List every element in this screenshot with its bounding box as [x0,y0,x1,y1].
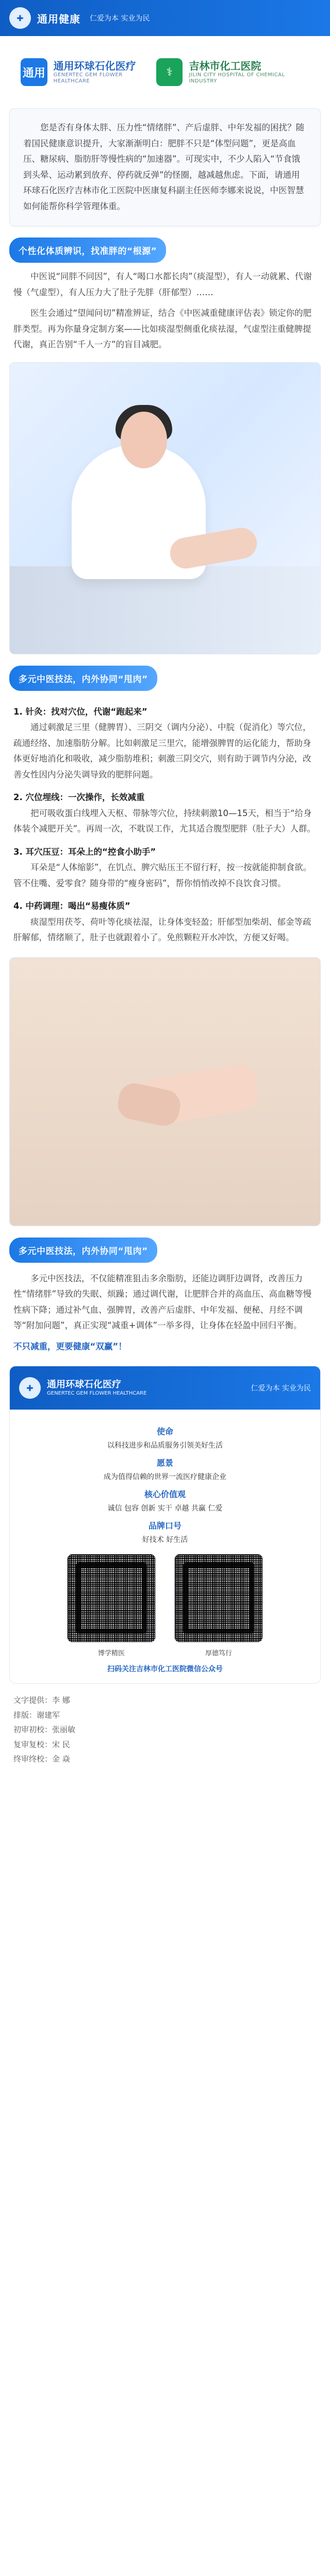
credits [0,1684,330,1780]
left-brand-en: GENERTEC GEM FLOWER HEALTHCARE [53,72,123,84]
method-title-3: 3. 耳穴压豆：耳朵上的“控食小助手” [13,846,156,857]
section3-title: 多元中医技法，内外协同“甩肉” [9,1238,157,1263]
method-body-3: 耳朵是“人体缩影”，在饥点、脾穴贴压王不留行籽，按一按就能抑制食欲。管不住嘴、爱零食？随身带的“瘦身密码”，帮你悄悄改掉不良饮食习惯。 [13,862,312,888]
footer-slogan: 仁爱为本 实业为民 [251,1384,311,1393]
credit-line-3: 初审初校：张丽敏 [13,1725,76,1735]
doctor-head [121,412,167,468]
qr-left [67,1554,156,1657]
vision-text: 成为值得信赖的世界一流医疗健康企业 [104,1473,226,1482]
footer-brand-en: GENERTEC GEM FLOWER HEALTHCARE [47,1391,147,1397]
left-brand-icon: 通用 [21,58,47,86]
qr-right-caption: 厚德笃行 [205,1650,232,1658]
footer-brand-cn: 通用环球石化医疗 [47,1379,121,1390]
method-body-4: 痰湿型用茯苓、荷叶等化痰祛湿，让身体变轻盈；肝郁型加柴胡、郁金等疏肝解郁，情绪顺了，肚子也就跟着小了。免煎颗粒开水冲饮，方便又好喝。 [13,917,311,943]
section2-title: 多元中医技法，内外协同“甩肉” [9,666,157,691]
qr-code-left[interactable] [67,1554,156,1642]
method-list [0,704,330,946]
credit-line-5: 终审终校：金 焱 [13,1754,70,1764]
left-brand-cn: 通用环球石化医疗 [53,60,136,72]
vision-label: 愿景 [156,1458,173,1468]
footer-card [9,1366,321,1684]
values-label: 核心价值观 [144,1489,186,1500]
motto-text: 好技术 好生活 [142,1536,188,1545]
banner-slogan: 仁爱为本 实业为民 [90,14,150,23]
footer-logo-icon: ✚ [19,1377,41,1399]
right-brand-icon: ⚕ [156,58,183,86]
credit-line-2: 排版：谢建军 [13,1710,60,1720]
massage-photo [9,957,321,1226]
method-body-1: 通过刺激足三里（健脾胃）、三阴交（调内分泌）、中脘（促消化）等穴位，疏通经络、加速脂肪分解。比如刺激足三里穴，能增强脾胃的运化能力，帮助身体更好地消化和吸收，减少脂肪堆积；刺激三阴交穴，则有助于调节内分泌，改善女性因内分泌失调导致的肥胖问题。 [13,722,311,779]
qr-code-right[interactable] [174,1554,263,1642]
qr-row [19,1554,311,1657]
section3-text: 多元中医技法，不仅能精准狙击多余脂肪，还能边调肝边调肾，改善压力性“情绪胖”导致的失眠、烦躁；通过调代谢，让肥胖合并的高血压、高血糖等慢性病下降；通过补气血、强脾胃，改善产后虚胖、中年发福、便秘、月经不调等“附加问题”，真正实现“减重+调体”一举多得，让身体在轻盈中回归平衡。 [13,1273,312,1331]
mission-text: 以科技进步和品质服务引领美好生活 [107,1442,223,1450]
section1-head [0,226,330,269]
left-brand-text [54,60,156,84]
section3-cta: 不只减重，更要健康“双赢”！ [13,1341,127,1351]
method-title-2: 2. 穴位埋线：一次操作，长效减重 [13,792,145,803]
section2-head [0,654,330,697]
intro-card [9,108,321,226]
method-title-4: 4. 中药调理：喝出“易瘦体质” [13,901,130,911]
photo-bed [10,566,320,654]
intro-text: 您是否有身体太胖、压力性“情绪胖”、产后虚胖、中年发福的困扰？随着国民健康意识提升，大家渐渐明白：肥胖不只是“体型问题”，更是高血压、糖尿病、脂肪肝等慢性病的“加速器”。可现实中，不少人陷入“节食饿到头晕、运动累到放弃、停药就反弹”的怪圈，越减越焦虑。下面，请通用环球石化医疗吉林市化工医院中医康复科副主任医师李娜来说说，中医智慧如何能帮你科学管理体重。 [23,123,305,211]
photo-scene [10,363,320,654]
clinic-photo [9,362,321,654]
right-brand [156,58,309,86]
banner-title: 通用健康 [37,12,80,25]
method-title-1: 1. 针灸：找对穴位，代谢“跑起来” [13,706,147,717]
follow-text: 扫码关注吉林市化工医院微信公众号 [107,1665,223,1674]
qr-right [174,1554,263,1657]
credit-line-1: 文字提供：李 娜 [13,1696,70,1705]
right-brand-cn: 吉林市化工医院 [189,60,261,72]
section1-title: 个性化体质辨识，找准胖的“根源” [9,238,166,263]
section3-head [0,1226,330,1266]
partner-logos [0,36,330,108]
motto-label: 品牌口号 [148,1521,182,1531]
photo2-scene [10,958,320,1226]
footer-banner [10,1366,320,1410]
banner-logo-icon: ✚ [9,7,31,29]
footer-brand [47,1379,146,1397]
footer-body [10,1410,320,1683]
right-brand-en: JILIN CITY HOSPITAL OF CHEMICAL INDUSTRY [189,72,285,84]
mission-label: 使命 [156,1427,173,1437]
left-brand [21,58,156,86]
top-banner [0,0,330,36]
values-text: 诚信 包容 创新 实干 卓越 共赢 仁爱 [107,1504,223,1513]
method-body-2: 把可吸收蛋白线埋入天枢、带脉等穴位，持续刺激10—15天，相当于“给身体装个减肥开关”。再周一次，不耽误工作，尤其适合腹型肥胖（肚子大）人群。 [13,808,316,834]
credit-line-4: 复审复校：宋 民 [13,1739,70,1749]
qr-left-caption: 博学精医 [97,1650,125,1658]
section1-p2: 医生会通过“望闻问切”精准辨证，结合《中医减重健康评估表》锁定你的肥胖类型。再为你量身定制方案——比如痰湿型侧重化痰祛湿，气虚型注重健脾提代谢，真正告别“千人一方”的盲目减肥。 [13,308,312,350]
section1-p1: 中医说“同胖不同因”，有人“喝口水都长肉”（痰湿型），有人一动就累、代谢慢（气虚型），有人压力大了肚子先胖（肝郁型）…… [13,272,312,297]
right-brand-text [189,60,309,84]
